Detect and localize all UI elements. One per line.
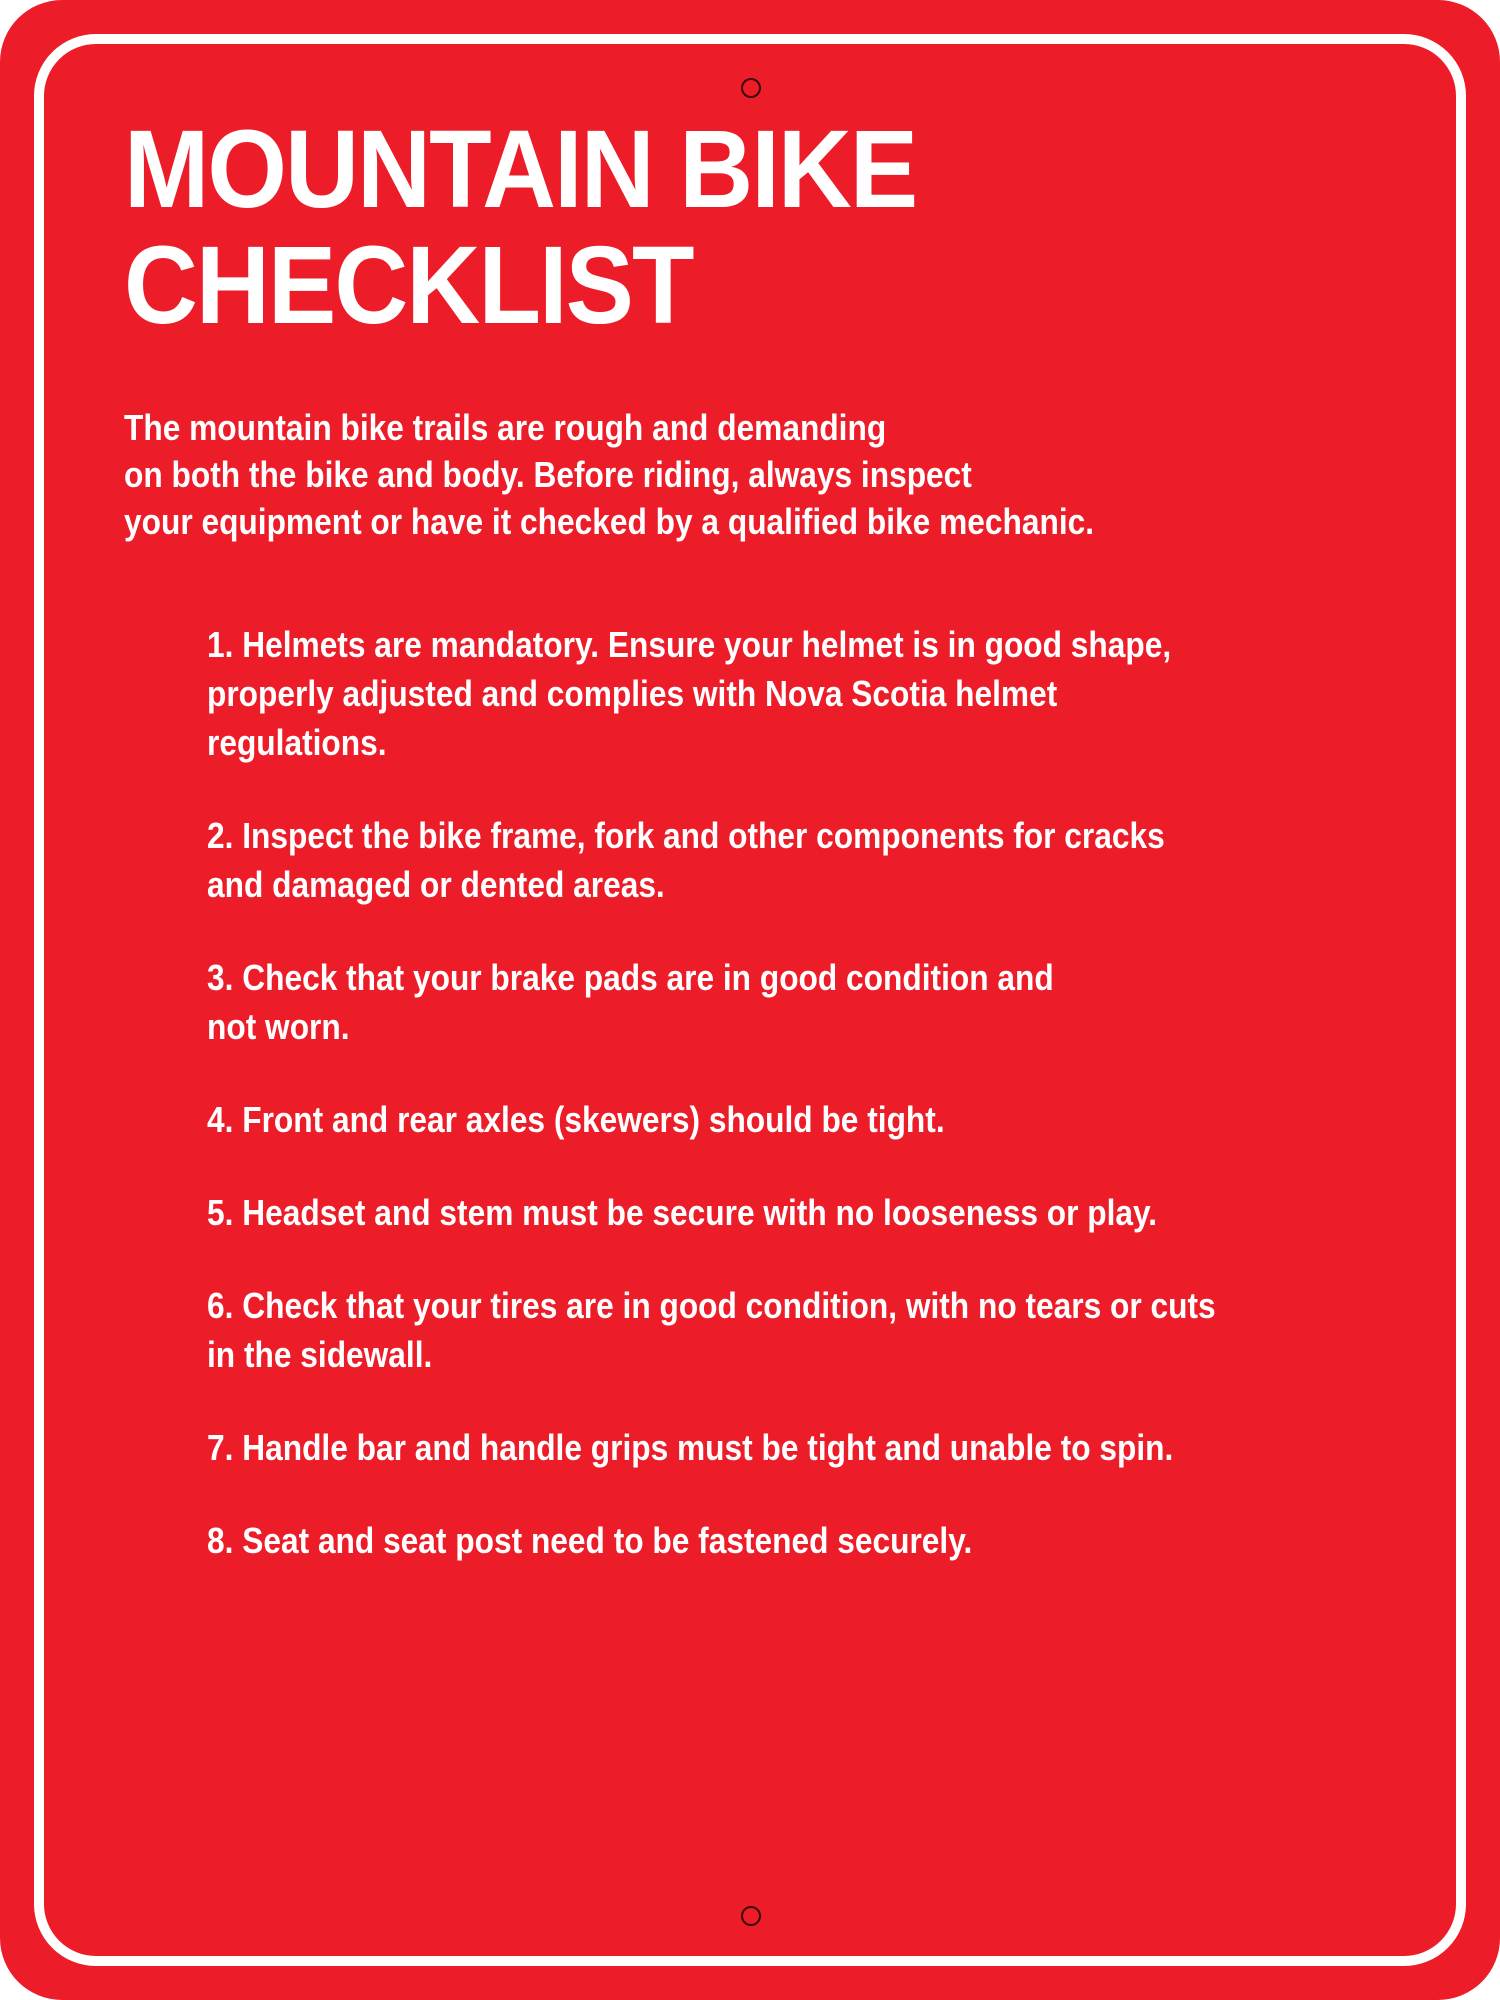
checklist-item [207, 1516, 1351, 1565]
checklist-item-line: 2. Inspect the bike frame, fork and other components for cracks [207, 815, 1165, 856]
checklist-item-line: 1. Helmets are mandatory. Ensure your helmet is in good shape, [207, 624, 1172, 665]
checklist-item [207, 1188, 1351, 1237]
checklist-item-line: 8. Seat and seat post need to be fastened securely. [207, 1520, 973, 1561]
mounting-hole-top [741, 78, 761, 98]
checklist-item-line: 3. Check that your brake pads are in good condition and [207, 957, 1054, 998]
checklist-item-line: regulations. [207, 722, 387, 763]
sign-title-line: CHECKLIST [124, 224, 693, 347]
checklist [207, 620, 1351, 1609]
intro-line: The mountain bike trails are rough and demanding [124, 407, 887, 448]
checklist-item [207, 620, 1351, 767]
sign-title [124, 108, 1287, 347]
checklist-item [207, 1095, 1351, 1144]
checklist-item-line: properly adjusted and complies with Nova Scotia helmet [207, 673, 1058, 714]
checklist-item [207, 953, 1351, 1051]
checklist-item [207, 1423, 1351, 1472]
intro-line: on both the bike and body. Before riding, always inspect [124, 454, 972, 495]
checklist-item-line: 6. Check that your tires are in good condition, with no tears or cuts [207, 1285, 1216, 1326]
checklist-item-line: 5. Headset and stem must be secure with no looseness or play. [207, 1192, 1158, 1233]
checklist-item-line: and damaged or dented areas. [207, 864, 665, 905]
checklist-item [207, 811, 1351, 909]
checklist-item-line: 7. Handle bar and handle grips must be tight and unable to spin. [207, 1427, 1174, 1468]
sign-title-line: MOUNTAIN BIKE [124, 108, 917, 231]
checklist-item-line: 4. Front and rear axles (skewers) should be tight. [207, 1099, 945, 1140]
intro-paragraph [124, 404, 1268, 545]
checklist-item [207, 1281, 1351, 1379]
checklist-item-line: not worn. [207, 1006, 350, 1047]
checklist-item-line: in the sidewall. [207, 1334, 433, 1375]
intro-line: your equipment or have it checked by a qualified bike mechanic. [124, 501, 1095, 542]
mounting-hole-bottom [741, 1906, 761, 1926]
